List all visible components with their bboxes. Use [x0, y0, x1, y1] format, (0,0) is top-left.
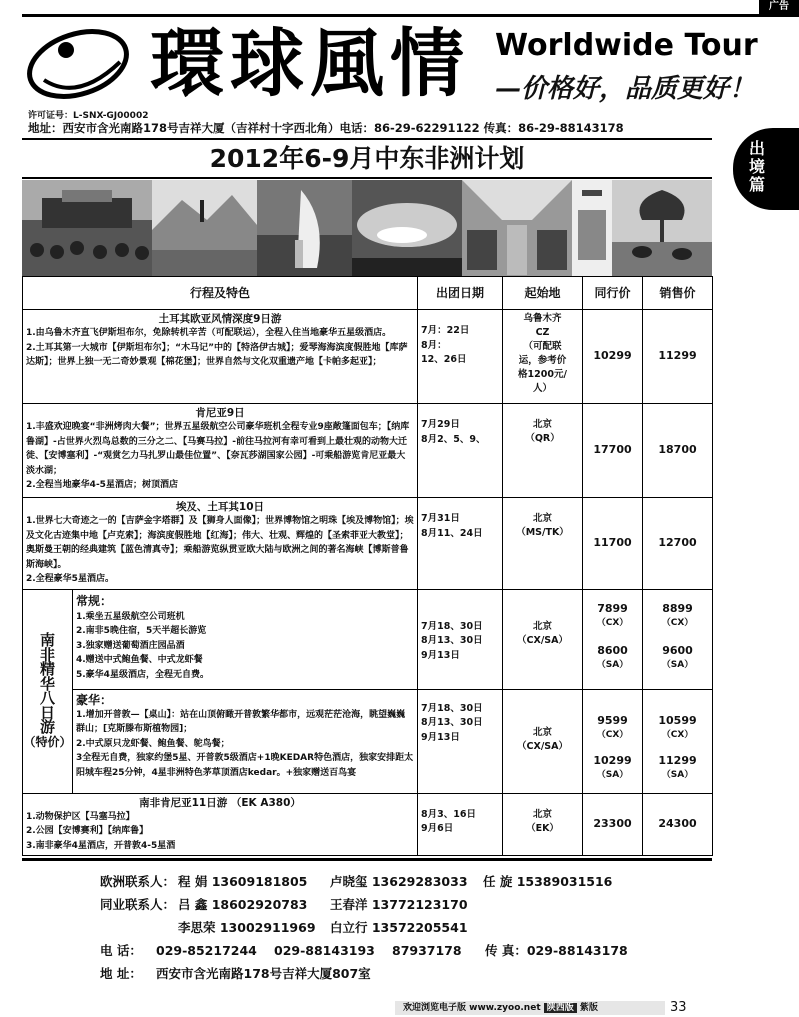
header-rule [22, 138, 712, 140]
address-label: 地 址： [100, 966, 142, 981]
tour-origin: 运，参考价 [518, 355, 567, 366]
tour-desc: 2.中式原只龙虾餐、鲍鱼餐、鸵鸟餐； [76, 738, 230, 749]
tour-date: 7月31日 [421, 513, 460, 524]
tour-desc: 1.丰盛欢迎晚宴“非洲烤肉大餐”；世界五星级航空公司豪华班机全程专业9座敞篷面包车；【纳库鲁湖】-占世界火烈鸟总数的三分之二、【马赛马拉】-前往马拉河有幸可看到上最壮观的动物大迁徙、【安博塞利】-“观赏乞力马扎罗山最佳位置”、【奈瓦莎湖国家公园】-可乘船游览肯尼亚最大淡水湖； [26, 422, 410, 476]
phone-number: 87937178 [392, 943, 462, 958]
tour-desc: 3.南非豪华4星酒店，开普敦4-5星酒 [26, 840, 176, 851]
europe-contact-label: 欧洲联系人： [100, 874, 176, 889]
phone-label: 电 话： [100, 943, 142, 958]
footer-bar [395, 1001, 665, 1015]
tour-desc: 3.独家赠送葡萄酒庄园品酒 [76, 640, 185, 651]
tour-date: 7月18、30日 [421, 620, 483, 632]
tour-origin: （CX/SA） [517, 634, 568, 646]
retail-price: 11299 [643, 310, 713, 404]
tour-desc: 3全程无自费，独家约堡5星、开普敦5级酒店+1晚KEDAR特色酒店，独家安排距太阳城车程25分钟，4星非洲特色茅草顶酒店kedar。+独家赠送百鸟宴 [76, 753, 414, 778]
tour-desc: 1.增加开普敦—【桌山】：站在山顶俯瞰开普敦繁华都市，远观茫茫沧海，眺望巍巍群山；[克斯滕布斯植物园]； [76, 709, 406, 734]
retail-price: 9600 [662, 643, 693, 657]
tour-desc: 2.公园【安博赛利】【纳库鲁】 [26, 826, 149, 836]
tour-date: 8月2、5、9、 [421, 433, 486, 445]
desert-sky-photo [352, 180, 462, 276]
tour-date: 8月： [421, 339, 447, 351]
footer-text: 欢迎浏览电子版 www.zyoo.net [403, 1003, 541, 1013]
ad-tag: 广告 [759, 0, 799, 14]
tour-origin: 北京 [533, 620, 553, 632]
retail-price: 18700 [643, 404, 713, 498]
tour-origin: （MS/TK） [516, 527, 569, 538]
table-row [23, 689, 713, 793]
address-line: 地址：西安市含光南路178号吉祥大厦（吉祥村十字西北角）电话：86-29-62291122 传真：86-29-88143178 [28, 121, 624, 135]
tour-origin: 北京 [533, 419, 553, 430]
tour-date: 7月18、30日 [421, 702, 483, 714]
price-carrier: （SA） [661, 659, 694, 670]
header-itinerary: 行程及特色 [23, 277, 418, 310]
section-tab [733, 128, 799, 210]
peer-price: 8600 [597, 643, 628, 657]
globe-logo [24, 22, 132, 106]
tour-date: 12、26日 [421, 354, 467, 365]
table-row [23, 793, 713, 856]
peer-price: 7899 [597, 601, 628, 615]
tour-date: 7月29日 [421, 419, 460, 430]
tour-title: 土耳其欧亚风情深度9日游 [158, 313, 282, 325]
tour-title: 南非肯尼亚11日游 （EK A380） [139, 796, 301, 809]
brand-english: Worldwide Tour [495, 28, 758, 63]
table-row [23, 404, 713, 498]
regular-label: 常规： [76, 593, 113, 608]
table-row [23, 498, 713, 590]
contact-person: 王春洋 13772123170 [330, 897, 468, 912]
address-value: 西安市含光南路178号吉祥大厦807室 [156, 966, 371, 981]
tour-origin: 北京 [533, 726, 553, 738]
tour-desc: 2.南非5晚住宿，5天半超长游览 [76, 626, 207, 636]
brand-title: 環球風情 [150, 21, 470, 107]
group-note: （特价） [23, 734, 72, 749]
tour-date: 9月13日 [421, 731, 460, 743]
tour-origin: 乌鲁木齐 [523, 313, 562, 324]
contact-person: 程 娟 13609181805 [178, 874, 308, 889]
tour-origin: 北京 [533, 513, 553, 524]
edition-badge: 陕西版 [544, 1003, 577, 1013]
retail-price: 8899 [662, 601, 693, 615]
south-africa-group [23, 589, 73, 793]
retail-price: 24300 [643, 793, 713, 856]
airline-poster-photo [572, 180, 612, 276]
tour-desc: 1.动物保护区【马塞马拉】 [26, 811, 135, 822]
table-header-row [23, 277, 713, 310]
tour-date: 9月13日 [421, 649, 460, 661]
price-carrier: （CX） [596, 729, 629, 740]
license-number: 许可证号：L-SNX-GJ00002 [28, 111, 149, 121]
tour-table [22, 276, 713, 856]
tour-desc: 2.全程当地豪华4-5星酒店；树顶酒店 [26, 480, 178, 490]
tour-date: 8月11、24日 [421, 527, 483, 539]
tour-origin: 格1200元/ [518, 369, 567, 380]
tour-desc: 4.赠送中式鲍鱼餐、中式龙虾餐 [76, 655, 203, 665]
section-tab-char: 境 [748, 157, 765, 176]
tour-origin: CZ [535, 327, 550, 338]
peer-price: 11700 [583, 498, 643, 590]
contact-person: 卢晓玺 13629283033 [330, 874, 468, 889]
brand-slogan: —价格好，品质更好！ [495, 74, 756, 104]
tour-title: 埃及、土耳其10日 [175, 501, 265, 513]
contact-person: 白立行 13572205541 [330, 920, 468, 935]
group-label: 南非精华八日游 [39, 631, 55, 736]
price-carrier: （SA） [596, 769, 629, 780]
luxury-label: 豪华： [76, 692, 113, 707]
retail-price: 10599 [658, 713, 697, 727]
table-row [23, 310, 713, 404]
contacts-rule [22, 858, 712, 861]
header-origin: 起始地 [503, 277, 583, 310]
page-number: 33 [670, 1000, 687, 1015]
tour-desc: 1.世界七大奇迹之一的【吉萨金字塔群】及【狮身人面像】；世界博物馆之明珠【埃及博物馆】；埃及文化古迹集中地【卢克索】；海滨度假胜地【红海】；伟大、壮观、辉煌的【圣索菲亚大教堂】；奥斯曼王朝的经典建筑【蓝色清真寺】；乘船游览纵贯亚欧大陆与欧洲之间的著名海峡【博斯普鲁斯海峡】。 [26, 516, 414, 570]
title-rule [22, 177, 712, 179]
sailing-hotel-photo [257, 180, 352, 276]
peer-price: 10299 [593, 753, 632, 767]
contact-person: 吕 鑫 18602920783 [178, 897, 308, 912]
header-dates: 出团日期 [418, 277, 503, 310]
tour-title: 肯尼亚9日 [195, 407, 245, 419]
plan-title: 2012年6-9月中东非洲计划 [209, 144, 525, 173]
section-tab-char: 出 [748, 139, 765, 158]
tour-origin: （EK） [526, 822, 559, 834]
phone-number: 029-85217244 [156, 943, 257, 958]
tour-origin: （可配联 [523, 341, 562, 352]
turkey-market-photo [22, 180, 152, 276]
safari-elephants-photo [612, 180, 712, 276]
peer-price: 9599 [597, 713, 628, 727]
retail-price: 12700 [643, 498, 713, 590]
tour-date: 7月：22日 [421, 325, 470, 336]
price-carrier: （CX） [661, 729, 694, 740]
tour-desc: 1.由乌鲁木齐直飞伊斯坦布尔，免除转机辛苦（可配联运），全程入住当地豪华五星级酒店。 [26, 328, 392, 338]
edition-label: 紫版 [579, 1003, 598, 1013]
aircraft-cabin-photo [462, 180, 572, 276]
photo-strip [22, 180, 712, 276]
header-peer-price: 同行价 [583, 277, 643, 310]
tour-date: 8月3、16日 [421, 808, 476, 820]
peer-price: 23300 [583, 793, 643, 856]
peer-price: 10299 [583, 310, 643, 404]
fax-number: 传 真：029-88143178 [485, 943, 628, 958]
tour-origin: （QR） [525, 433, 560, 444]
tour-origin: 北京 [533, 808, 553, 820]
price-carrier: （CX） [596, 617, 629, 628]
tour-desc: 2.土耳其第一大城市【伊斯坦布尔】；“木马记”中的【特洛伊古城】；爱琴海海滨度假胜地【库萨达斯】；世界上独一无二奇妙景观【棉花堡】；世界自然与文化双重遗产地【卡帕多起亚】； [26, 342, 408, 367]
header-retail-price: 销售价 [643, 277, 713, 310]
tour-origin: 人） [533, 383, 553, 394]
contact-person: 任 旋 15389031516 [483, 874, 613, 889]
price-carrier: （SA） [661, 769, 694, 780]
tour-desc: 1.乘坐五星级航空公司班机 [76, 611, 185, 622]
tour-date: 8月13、30日 [421, 717, 483, 728]
phone-number: 029-88143193 [274, 943, 375, 958]
retail-price: 11299 [658, 753, 697, 767]
tour-date: 9月6日 [421, 823, 454, 834]
contact-person: 李思荣 13002911969 [178, 920, 316, 935]
price-carrier: （SA） [596, 659, 629, 670]
tour-date: 8月13、30日 [421, 635, 483, 646]
peer-price: 17700 [583, 404, 643, 498]
price-carrier: （CX） [661, 617, 694, 628]
harbor-city-photo [152, 180, 257, 276]
table-row [23, 589, 713, 689]
top-rule [22, 14, 799, 17]
tour-desc: 5.豪华4星级酒店，全程无自费。 [76, 669, 209, 680]
tour-desc: 2.全程豪华5星酒店。 [26, 574, 114, 584]
tour-origin: （CX/SA） [517, 740, 568, 752]
peer-contact-label: 同业联系人： [100, 897, 176, 912]
section-tab-char: 篇 [748, 175, 765, 194]
